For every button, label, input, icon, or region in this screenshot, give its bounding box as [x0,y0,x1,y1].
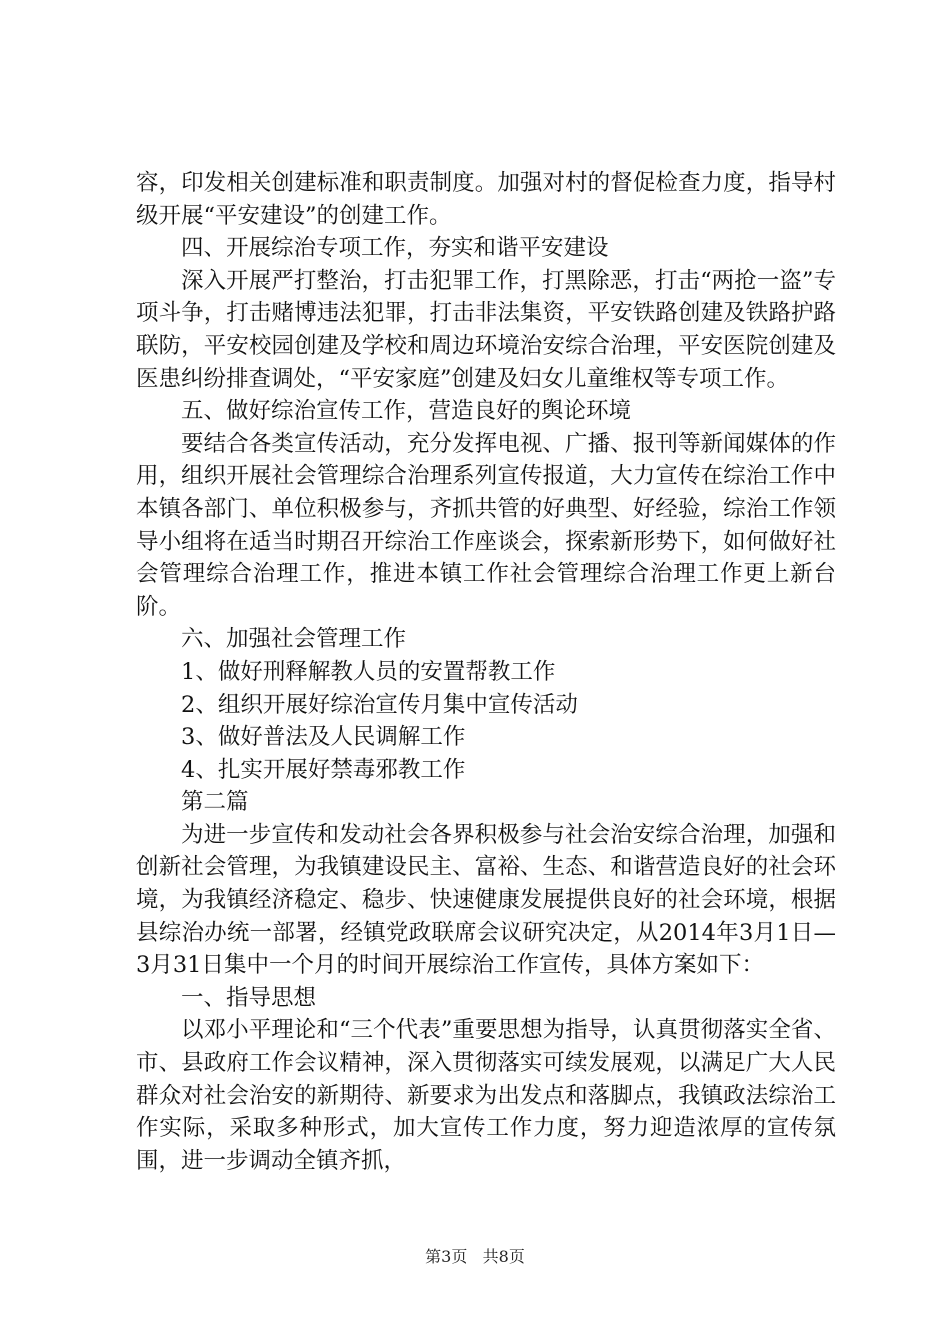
page-number: 第3页 [425,1247,468,1266]
document-body [136,167,836,1177]
paragraph: 2、组织开展好综治宣传月集中宣传活动 [181,691,578,718]
page-footer [0,1244,950,1267]
paragraph: 容，印发相关创建标准和职责制度。加强对村的督促检查力度，指导村级开展“平安建设”的创建工作。 [136,170,836,229]
footer-separator [472,1247,477,1266]
paragraph: 一、指导思想 [181,984,317,1011]
paragraph: 3、做好普法及人民调解工作 [181,724,466,751]
paragraph: 深入开展严打整治，打击犯罪工作，打黑除恶，打击“两抢一盗”专项斗争，打击赌博违法犯罪，打击非法集资，平安铁路创建及铁路护路联防，平安校园创建及学校和周边环境治安综合治理，平安医院创建及医患纠纷排查调处，“平安家庭”创建及妇女儿童维权等专项工作。 [136,267,836,392]
paragraph: 1、做好刑释解教人员的安置帮教工作 [181,658,556,685]
page-total: 共8页 [482,1247,525,1266]
paragraph: 五、做好综治宣传工作，营造良好的舆论环境 [181,398,632,425]
paragraph: 要结合各类宣传活动，充分发挥电视、广播、报刊等新闻媒体的作用，组织开展社会管理综合治理系列宣传报道，大力宣传在综治工作中本镇各部门、单位积极参与，齐抓共管的好典型、好经验，综治工作领导小组将在适当时期召开综治工作座谈会，探索新形势下，如何做好社会管理综合治理工作，推进本镇工作社会管理综合治理工作更上新台阶。 [136,430,836,620]
paragraph: 为进一步宣传和发动社会各界积极参与社会治安综合治理，加强和创新社会管理，为我镇建设民主、富裕、生态、和谐营造良好的社会环境，为我镇经济稳定、稳步、快速健康发展提供良好的社会环境，根据县综治办统一部署，经镇党政联席会议研究决定，从2014年3月1日—3月31日集中一个月的时间开展综治工作宣传，具体方案如下： [136,821,836,979]
paragraph: 第二篇 [181,789,249,816]
paragraph: 以邓小平理论和“三个代表”重要思想为指导，认真贯彻落实全省、市、县政府工作会议精神，深入贯彻落实可续发展观，以满足广大人民群众对社会治安的新期待、新要求为出发点和落脚点，我镇政法综治工作实际，采取多种形式，加大宣传工作力度，努力迎造浓厚的宣传氛围，进一步调动全镇齐抓， [136,1017,836,1174]
paragraph: 四、开展综治专项工作，夯实和谐平安建设 [181,235,609,262]
paragraph: 4、扎实开展好禁毒邪教工作 [181,756,466,783]
paragraph: 六、加强社会管理工作 [181,626,407,653]
